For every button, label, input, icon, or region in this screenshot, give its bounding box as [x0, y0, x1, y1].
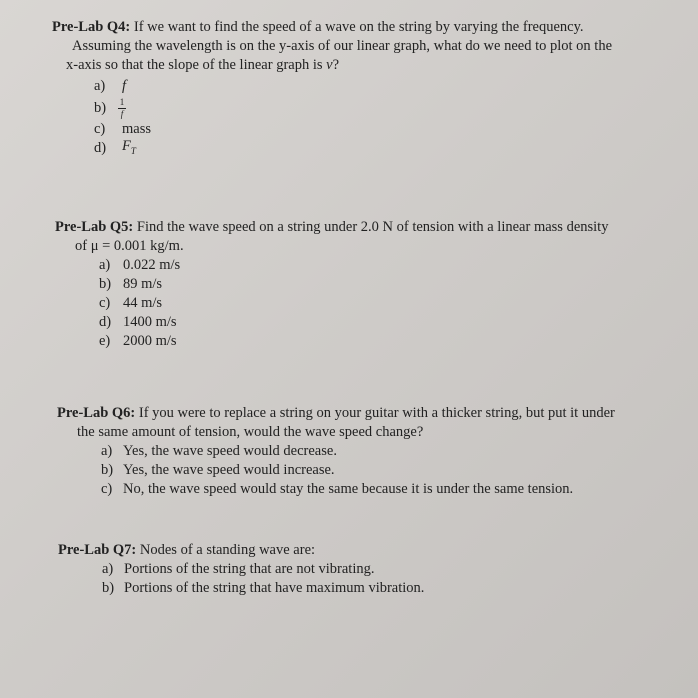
q5-options: [55, 256, 655, 351]
q5-option-d: [99, 313, 655, 332]
option-letter: b): [102, 580, 115, 596]
option-letter: a): [94, 78, 106, 94]
q7-options: [58, 560, 658, 598]
q6-line1: If you were to replace a string on your guitar with a thicker string, but put it under: [138, 405, 615, 421]
option-text: No, the wave speed would stay the same because it is under the same tension.: [123, 481, 574, 497]
q6-label: Pre-Lab Q6:: [57, 405, 136, 421]
option-text: 89 m/s: [123, 276, 163, 292]
q4-line3: [52, 56, 652, 75]
q6-option-c: [101, 480, 667, 499]
option-text: Yes, the wave speed would decrease.: [123, 443, 337, 459]
q6-stem: [57, 404, 667, 423]
option-letter: a): [99, 257, 111, 273]
q4-line1: If we want to find the speed of a wave on the string by varying the frequency.: [133, 19, 584, 35]
q5-line2: of μ = 0.001 kg/m.: [75, 238, 184, 254]
q4-option-b: [94, 96, 652, 120]
option-letter: b): [94, 99, 107, 116]
q4-var-v: v: [326, 57, 333, 73]
option-letter: c): [99, 295, 111, 311]
q5-option-b: [99, 275, 655, 294]
fraction-denominator: f: [120, 108, 124, 119]
option-text: f: [122, 78, 127, 94]
q4-options: [52, 77, 652, 158]
option-text: mass: [122, 121, 151, 137]
q5-label: Pre-Lab Q5:: [55, 219, 134, 235]
q6-option-b: [101, 461, 667, 480]
option-text: 2000 m/s: [123, 333, 177, 349]
option-letter: c): [101, 481, 113, 497]
option-text: Portions of the string that are not vibrating.: [124, 561, 375, 577]
option-text: 44 m/s: [123, 295, 163, 311]
question-q5: [55, 218, 655, 351]
q4-option-c: [94, 120, 652, 139]
option-letter: d): [94, 140, 107, 156]
option-letter: b): [101, 462, 114, 478]
option-letter: c): [94, 121, 106, 137]
q5-option-e: [99, 332, 655, 351]
q4-option-d: [94, 139, 652, 158]
option-text: [122, 137, 136, 161]
q5-option-c: [99, 294, 655, 313]
q5-option-a: [99, 256, 655, 275]
fraction-numerator: 1: [119, 96, 125, 107]
option-letter: b): [99, 276, 112, 292]
fraction-one-over-f: [118, 98, 126, 119]
question-q4: [52, 18, 652, 158]
q4-line3-text: x-axis so that the slope of the linear graph is: [66, 57, 327, 73]
q7-label: Pre-Lab Q7:: [58, 542, 137, 558]
q7-option-b: [102, 579, 658, 598]
option-text: Portions of the string that have maximum vibration.: [124, 580, 425, 596]
option-text: Yes, the wave speed would increase.: [123, 462, 335, 478]
option-text: 1400 m/s: [123, 314, 177, 330]
q6-option-a: [101, 442, 667, 461]
option-letter: e): [99, 333, 111, 349]
q5-stem: [55, 218, 655, 237]
q4-label: Pre-Lab Q4:: [52, 19, 131, 35]
q5-line1: Find the wave speed on a string under 2.0 N of tension with a linear mass density: [136, 219, 609, 235]
q4-line3-end: ?: [332, 57, 340, 73]
q4-stem: [52, 18, 652, 37]
option-text: 0.022 m/s: [123, 257, 181, 273]
option-letter: d): [99, 314, 112, 330]
q4-option-a: [94, 77, 652, 96]
q6-options: [57, 442, 667, 499]
q7-stem: [58, 541, 658, 560]
question-q6: [57, 404, 667, 499]
option-letter: a): [101, 443, 113, 459]
q4-line2: Assuming the wavelength is on the y-axis of our linear graph, what do we need to plot on the: [72, 38, 613, 54]
option-letter: a): [102, 561, 114, 577]
q7-line1: Nodes of a standing wave are:: [139, 542, 316, 558]
question-q7: [58, 541, 658, 598]
q7-option-a: [102, 560, 658, 579]
q6-line2: the same amount of tension, would the wave speed change?: [77, 424, 424, 440]
force-subscript: T: [130, 145, 136, 156]
force-symbol: F: [122, 137, 131, 154]
